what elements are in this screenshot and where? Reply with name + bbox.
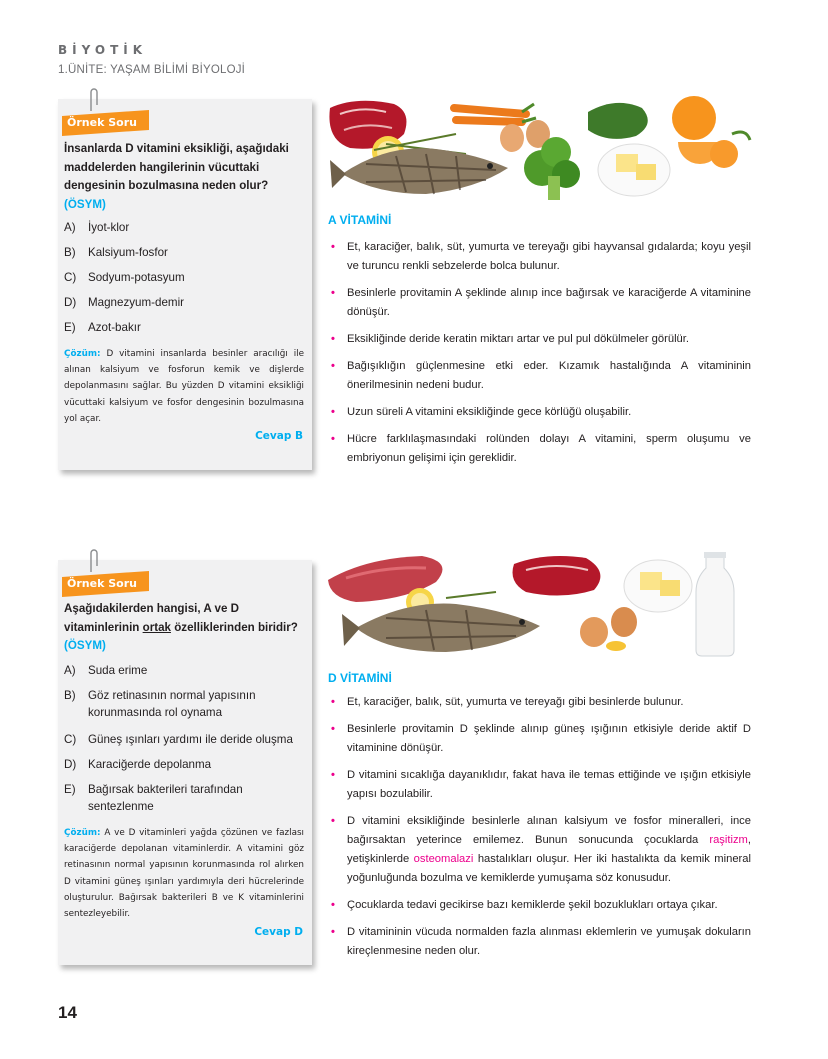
option-a: A) İyot-klor: [64, 221, 130, 234]
list-item: • Hücre farklılaşmasındaki rolünden dolayı A vitamini, sperm oluşumu ve embriyonun gelişimi için gereklidir.: [331, 433, 751, 464]
question-text: İnsanlarda D vitamini eksikliği, aşağıdaki maddelerden hangilerinin vücuttaki dengesinin bozulmasına neden olur? (ÖSYM): [64, 142, 289, 211]
option-e: E) Bağırsak bakterileri tarafından sentezlenme: [64, 783, 243, 813]
question-text: Aşağıdakilerden hangisi, A ve D vitaminlerinin ortak özelliklerinden biridir? (ÖSYM): [64, 602, 298, 652]
list-item: • Besinlerle provitamin D şeklinde alınıp güneş ışığının etkisiyle deride aktif D vitaminine dönüşür.: [331, 723, 751, 754]
page-number: 14: [58, 1003, 77, 1022]
vitamin-a-foods-image: [326, 94, 756, 209]
vitamin-a-title: A VİTAMİNİ: [328, 213, 392, 227]
example-question-2: [58, 560, 312, 965]
list-item: • Bağışıklığın güçlenmesine etki eder. Kızamık hastalığında A vitamininin önerilmesinin nedeni budur.: [331, 360, 751, 391]
vitamin-d-foods-image: [326, 552, 746, 660]
list-item: • Besinlerle provitamin A şeklinde alınıp ince bağırsak ve karaciğerde A vitaminine dönüşür.: [331, 287, 751, 318]
list-item: • Et, karaciğer, balık, süt, yumurta ve tereyağı gibi hayvansal gıdalarda; koyu yeşil ve turuncu renkli sebzelerde bolca bulunur.: [331, 241, 751, 272]
rickets-term: raşitizm: [709, 834, 748, 846]
question-source: (ÖSYM): [64, 197, 106, 211]
question-source: (ÖSYM): [64, 639, 106, 652]
unit-title: 1.ÜNİTE: YAŞAM BİLİMİ BİYOLOJİ: [58, 64, 246, 76]
example-question-tag: [62, 113, 149, 133]
option-d: D) Magnezyum-demir: [64, 296, 184, 309]
vitamin-d-title: D VİTAMİNİ: [328, 671, 392, 685]
option-d: D) Karaciğerde depolanma: [64, 758, 212, 771]
example-question-tag: [62, 574, 149, 594]
option-a: A) Suda erime: [64, 664, 148, 677]
paperclip-icon: [88, 87, 98, 113]
list-item: • Uzun süreli A vitamini eksikliğinde gece körlüğü oluşabilir.: [331, 406, 632, 418]
vitamin-a-list: [331, 238, 751, 468]
option-c: C) Güneş ışınları yardımı ile deride oluşma: [64, 733, 293, 746]
paperclip-icon: [88, 548, 98, 574]
osteomalacia-term: osteomalazi: [413, 853, 474, 865]
tag-label: Örnek Soru: [67, 577, 137, 590]
answer-label: Cevap B: [255, 430, 303, 442]
list-item: • D vitamininin vücuda normalden fazla alınması eklemlerin ve yumuşak dokuların kireçlenmesine neden olur.: [331, 926, 751, 957]
book-brand: BİYOTİK: [58, 43, 148, 57]
option-b: B) Göz retinasının normal yapısının korunmasında rol oynama: [64, 689, 256, 719]
list-item: • Eksikliğinde deride keratin miktarı artar ve pul pul dökülmeler görülür.: [331, 333, 689, 345]
option-b: B) Kalsiyum-fosfor: [64, 246, 168, 259]
answer-label: Cevap D: [254, 926, 303, 938]
tag-label: Örnek Soru: [67, 116, 137, 129]
list-item: • D vitamini eksikliğinde besinlerle alınan kalsiyum ve fosfor mineralleri, ince bağırsaktan yeterince emilemez. Bunun sonucunda çocuklarda raşitizm, yetişkinlerde osteomalazi hastalıkları oluşur. Her iki hastalıkta da kemik mineral yoğunluğunda bozulma ve kemiklerde yumuşama söz konusudur.: [331, 815, 751, 884]
solution-text: Çözüm: A ve D vitaminleri yağda çözünen ve fazlası karaciğerde depolanan vitaminlerdir. A vitamini göz retinasının normal yapısının korunmasında rol alırken D vitamini güneş ışınları yardımıyla deri hücrelerinde oluşturulur. Bağırsak bakterileri B ve K vitaminlerini sentezleyebilir.: [64, 828, 305, 920]
list-item: • D vitamini sıcaklığa dayanıklıdır, fakat hava ile temas ettiğinde ve ışığın etkisiyle yapısı bozulabilir.: [331, 769, 751, 800]
solution-text: Çözüm: D vitamini insanlarda besinler aracılığı ile alınan kalsiyum ve fosforun kemik ve dişlerde depolanmasını sağlar. Bu yüzden D vitamini eksikliği vücuttaki kalsiyum ve fosfor dengesinin bozulmasına yol açar.: [64, 349, 304, 424]
vitamin-d-list: [331, 693, 751, 961]
list-item: • Çocuklarda tedavi gecikirse bazı kemiklerde şekil bozuklukları ortaya çıkar.: [331, 899, 718, 911]
list-item: • Et, karaciğer, balık, süt, yumurta ve tereyağı gibi besinlerde bulunur.: [331, 696, 684, 708]
solution-label: Çözüm:: [64, 349, 101, 359]
option-e: E) Azot-bakır: [64, 321, 141, 334]
example-question-1: [58, 99, 312, 470]
solution-label: Çözüm:: [64, 828, 101, 838]
option-c: C) Sodyum-potasyum: [64, 271, 185, 284]
